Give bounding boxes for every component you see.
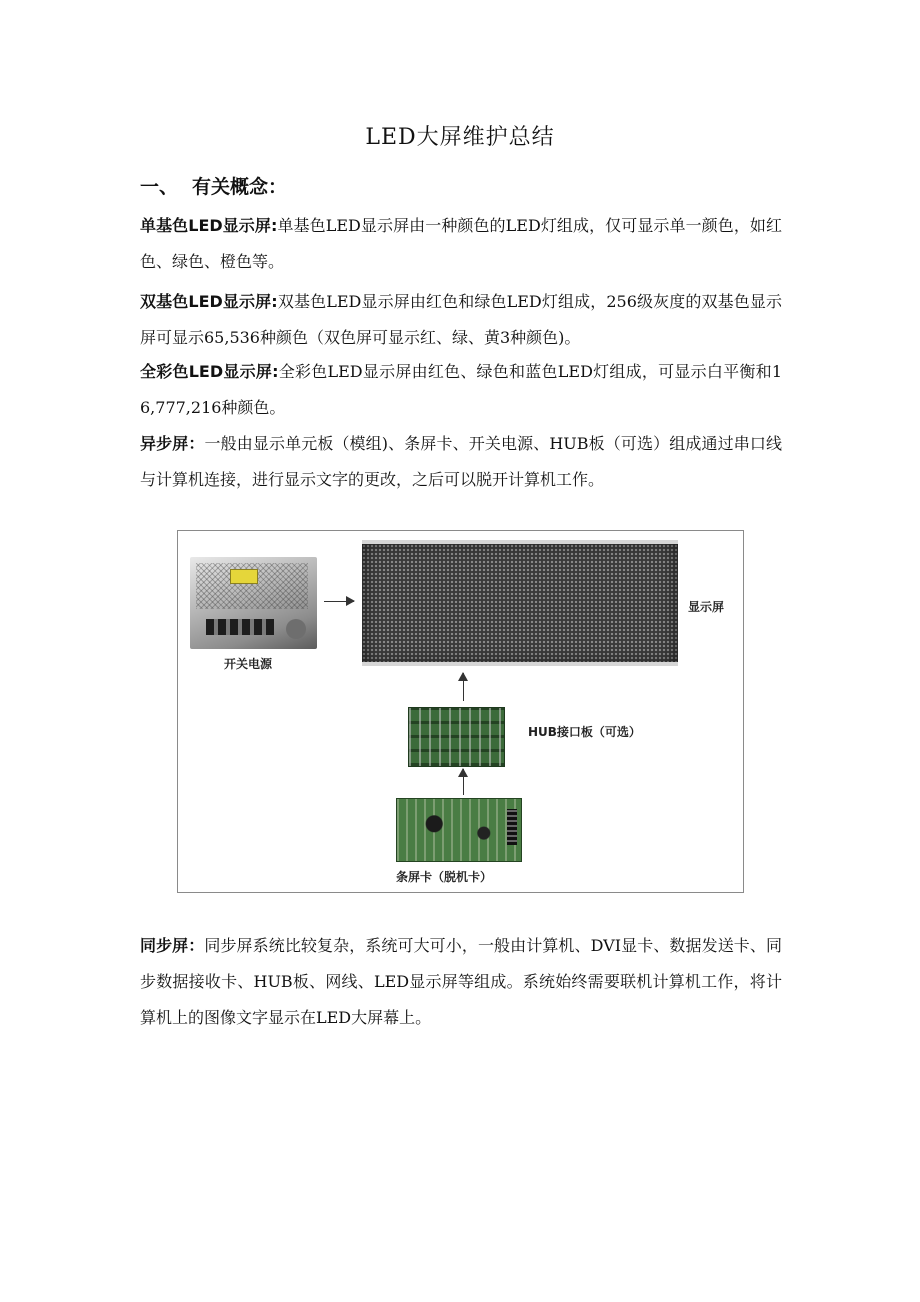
paragraph-text: 一般由显示单元板（模组)、条屏卡、开关电源、HUB板（可选）组成通过串口线与计算机连接，进行显示文字的更改，之后可以脱开计算机工作。 [140,434,782,489]
paragraph-full-color-led [140,354,782,426]
arrow-right-icon [324,601,354,602]
document-title: LED大屏维护总结 [365,125,555,150]
hub-board-image [408,707,505,767]
power-supply-image [190,557,317,649]
paragraph-text: 同步屏系统比较复杂，系统可大可小，一般由计算机、DVI显卡、数据发送卡、同步数据接收卡、HUB板、网线、LED显示屏等组成。系统始终需要联机计算机工作，将计算机上的图像文字显示在LED大屏幕上。 [140,936,782,1027]
term-label: 单基色LED显示屏: [140,216,278,235]
screen-frame [362,540,678,666]
hub-board-label: HUB接口板（可选） [528,725,641,739]
term-label: 双基色LED显示屏: [140,292,278,311]
strip-card-label: 条屏卡（脱机卡） [396,870,493,884]
led-screen-image [362,540,678,666]
card-connector [507,809,517,845]
paragraph-text: 单基色LED显示屏由一种颜色的LED灯组成，仅可显示单一颜色，如红色、绿色、橙色等。 [140,216,782,271]
paragraph-dual-color-led [140,284,782,356]
paragraph-sync-screen [140,928,782,1036]
psu-terminals [206,619,274,635]
paragraph-async-screen [140,426,782,498]
system-diagram-figure [177,530,744,893]
section-heading [140,172,287,199]
section-number: 一、 [140,176,179,198]
term-label: 异步屏： [140,434,205,453]
psu-sticker [230,569,258,584]
paragraph-monochrome-led [140,208,782,280]
term-label: 全彩色LED显示屏: [140,362,279,381]
screen-label: 显示屏 [688,600,725,614]
section-title: 有关概念： [192,176,288,198]
strip-card-image [396,798,522,862]
arrow-up-icon [463,769,464,795]
power-supply-label: 开关电源 [224,657,273,671]
arrow-up-icon [463,673,464,701]
psu-knob [286,619,306,639]
paragraph-text: 双基色LED显示屏由红色和绿色LED灯组成，256级灰度的双基色显示屏可显示65,536种颜色（双色屏可显示红、绿、黄3种颜色)。 [140,292,782,347]
paragraph-text: 全彩色LED显示屏由红色、绿色和蓝色LED灯组成，可显示白平衡和16,777,216种颜色。 [140,362,782,417]
term-label: 同步屏： [140,936,205,955]
